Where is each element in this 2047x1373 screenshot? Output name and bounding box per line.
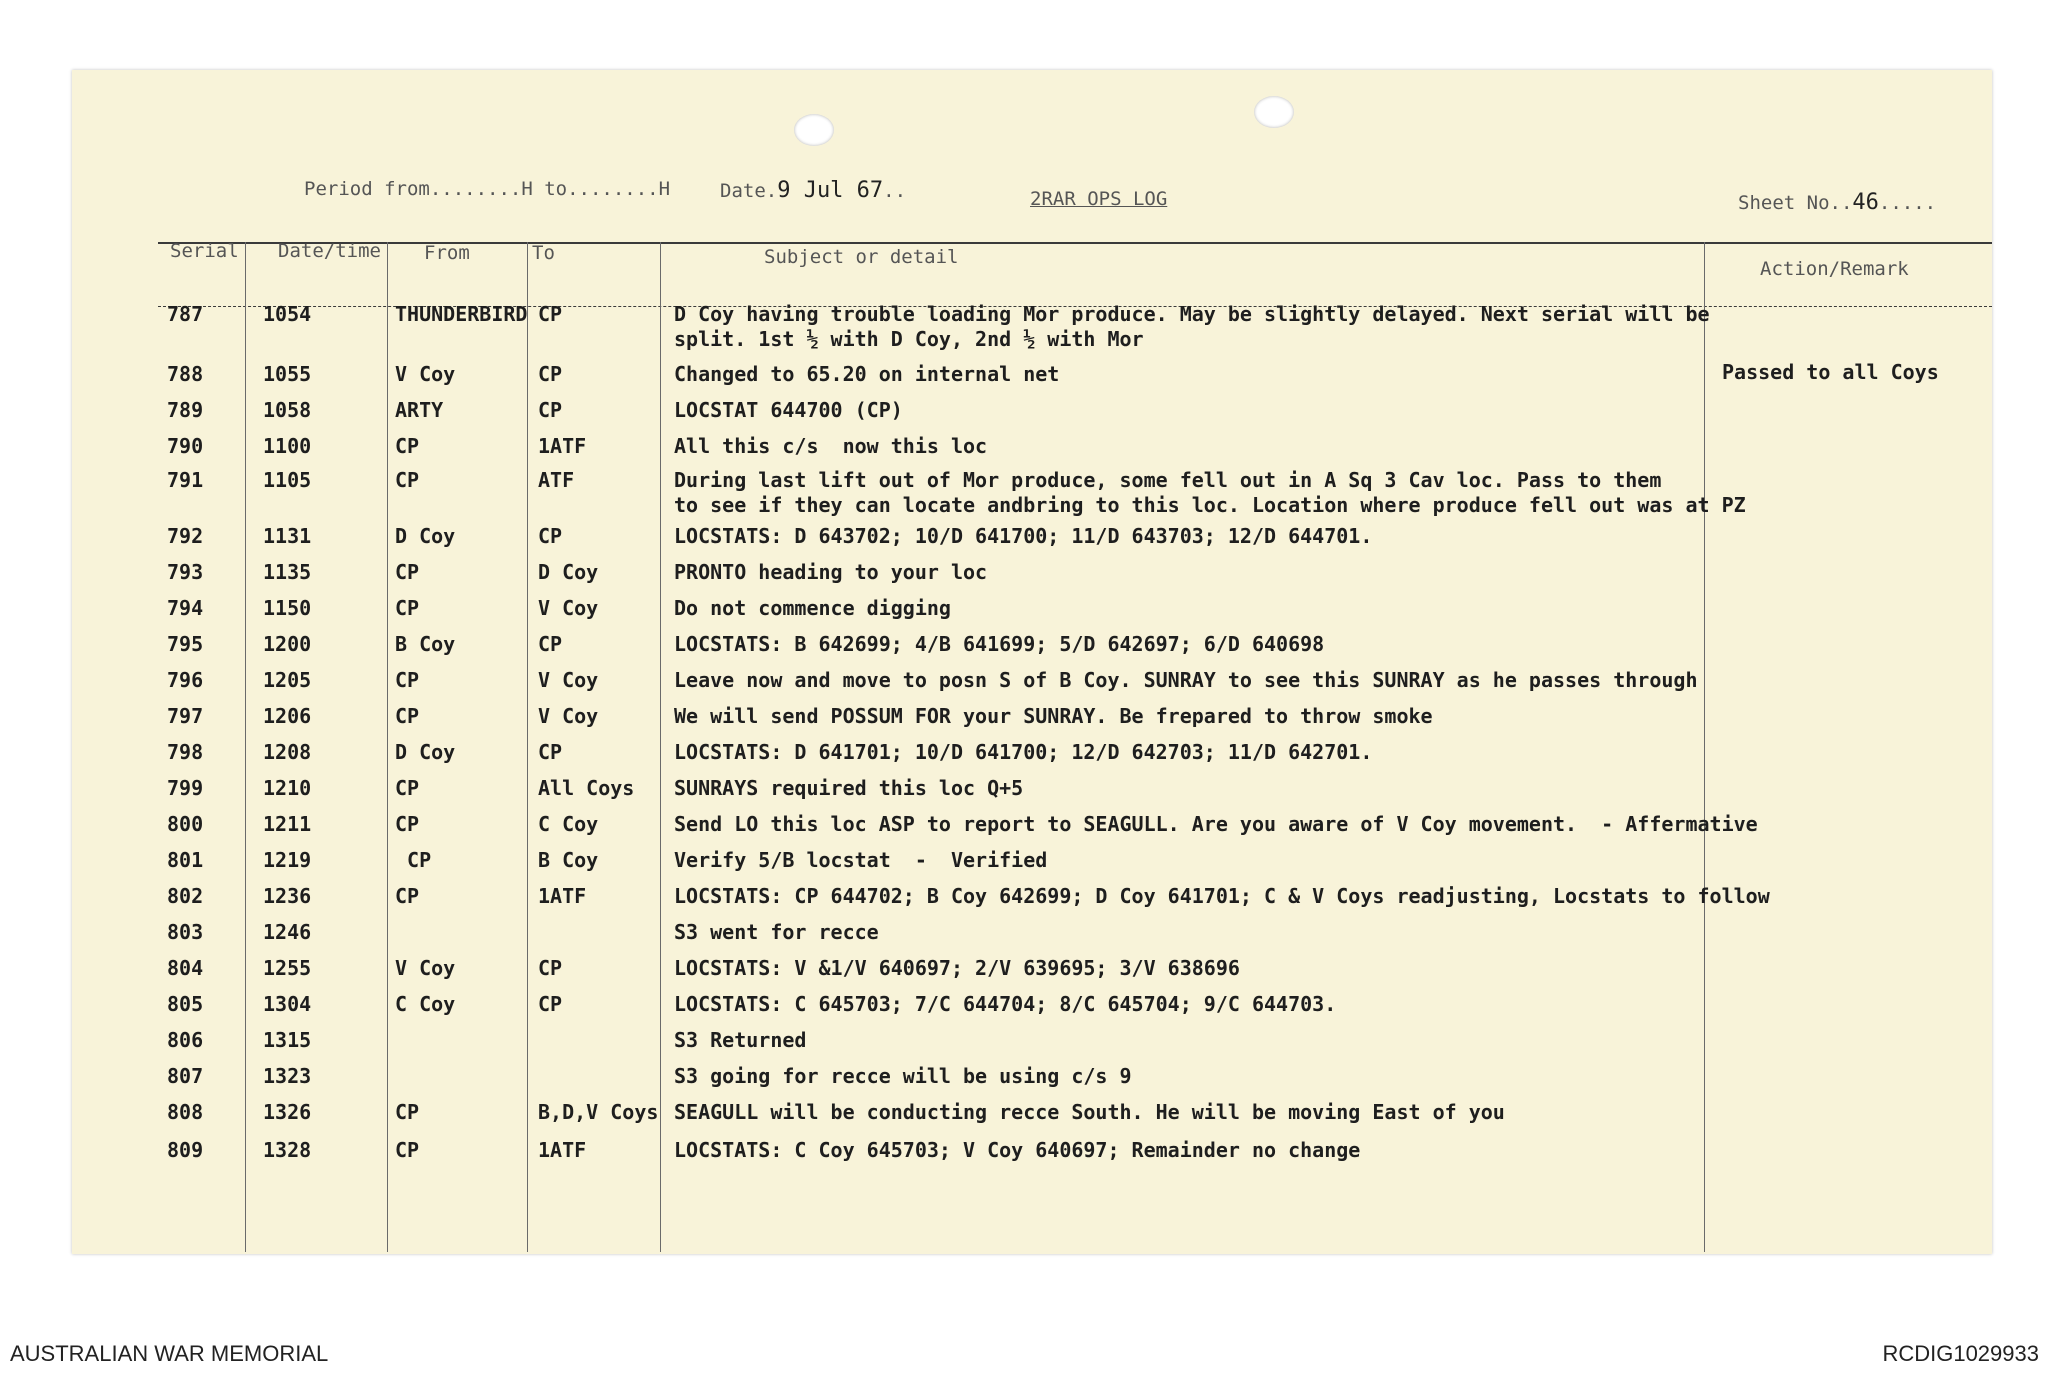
date-label: Date. xyxy=(720,180,778,202)
time-cell: 1200 xyxy=(263,632,312,656)
serial-cell: 788 xyxy=(167,362,204,386)
column-header-to: To xyxy=(532,242,555,264)
time-cell: 1255 xyxy=(263,956,312,980)
serial-cell: 805 xyxy=(167,992,204,1016)
time-cell: 1315 xyxy=(263,1028,312,1052)
time-cell: 1219 xyxy=(263,848,312,872)
punch-hole-left xyxy=(794,114,834,146)
subject-cell: Leave now and move to posn S of B Coy. SUNRAY to see this SUNRAY as he passes through xyxy=(674,668,1698,692)
subject-cell: LOCSTATS: C Coy 645703; V Coy 640697; Remainder no change xyxy=(674,1138,1361,1162)
column-header-datetime: Date/time xyxy=(278,240,381,262)
serial-cell: 795 xyxy=(167,632,204,656)
from-cell: CP xyxy=(395,704,420,728)
serial-cell: 797 xyxy=(167,704,204,728)
action-cell: Passed to all Coys xyxy=(1722,360,1939,384)
serial-cell: 804 xyxy=(167,956,204,980)
subject-cell: Changed to 65.20 on internal net xyxy=(674,362,1060,386)
time-cell: 1105 xyxy=(263,468,312,492)
from-cell: CP xyxy=(395,776,420,800)
to-cell: CP xyxy=(538,992,563,1016)
time-cell: 1246 xyxy=(263,920,312,944)
from-cell: CP xyxy=(395,812,420,836)
date-value: 9 Jul 67 xyxy=(777,178,884,203)
sheet-label: Sheet No.. xyxy=(1738,192,1853,214)
from-cell: CP xyxy=(395,884,420,908)
serial-cell: 807 xyxy=(167,1064,204,1088)
period-field: Period from........H to........H xyxy=(304,178,671,200)
column-rule xyxy=(387,242,388,1252)
date-field xyxy=(720,178,906,203)
subject-cell: LOCSTAT 644700 (CP) xyxy=(674,398,903,422)
time-cell: 1135 xyxy=(263,560,312,584)
serial-cell: 790 xyxy=(167,434,204,458)
from-cell: V Coy xyxy=(395,956,456,980)
time-cell: 1055 xyxy=(263,362,312,386)
time-cell: 1328 xyxy=(263,1138,312,1162)
serial-cell: 809 xyxy=(167,1138,204,1162)
to-cell: B Coy xyxy=(538,848,599,872)
column-rule xyxy=(245,242,246,1252)
subject-cell: D Coy having trouble loading Mor produce. May be slightly delayed. Next serial will be split. 1st ½ with D Coy, 2nd ½ with Mor xyxy=(674,302,1710,351)
subject-cell: LOCSTATS: D 643702; 10/D 641700; 11/D 643703; 12/D 644701. xyxy=(674,524,1373,548)
serial-cell: 802 xyxy=(167,884,204,908)
subject-cell: LOCSTATS: B 642699; 4/B 641699; 5/D 642697; 6/D 640698 xyxy=(674,632,1325,656)
time-cell: 1100 xyxy=(263,434,312,458)
to-cell: CP xyxy=(538,956,563,980)
from-cell: ARTY xyxy=(395,398,444,422)
subject-cell: Send LO this loc ASP to report to SEAGULL. Are you aware of V Coy movement. - Affermative xyxy=(674,812,1758,836)
column-header-serial: Serial xyxy=(170,240,239,262)
serial-cell: 803 xyxy=(167,920,204,944)
column-header-action: Action/Remark xyxy=(1760,258,1909,280)
punch-hole-right xyxy=(1254,96,1294,128)
subject-cell: LOCSTATS: C 645703; 7/C 644704; 8/C 645704; 9/C 644703. xyxy=(674,992,1337,1016)
column-rule xyxy=(660,242,661,1252)
time-cell: 1206 xyxy=(263,704,312,728)
archive-id: RCDIG1029933 xyxy=(1882,1341,2039,1366)
to-cell: CP xyxy=(538,398,563,422)
serial-cell: 789 xyxy=(167,398,204,422)
from-cell: CP xyxy=(395,596,420,620)
time-cell: 1326 xyxy=(263,1100,312,1124)
subject-cell: LOCSTATS: D 641701; 10/D 641700; 12/D 642703; 11/D 642701. xyxy=(674,740,1373,764)
subject-cell: Verify 5/B locstat - Verified xyxy=(674,848,1048,872)
serial-cell: 796 xyxy=(167,668,204,692)
time-cell: 1210 xyxy=(263,776,312,800)
to-cell: CP xyxy=(538,362,563,386)
from-cell: CP xyxy=(395,848,432,872)
subject-cell: SEAGULL will be conducting recce South. He will be moving East of you xyxy=(674,1100,1505,1124)
serial-cell: 808 xyxy=(167,1100,204,1124)
to-cell: V Coy xyxy=(538,668,599,692)
log-title: 2RAR OPS LOG xyxy=(1030,188,1168,210)
sheet-number xyxy=(1738,190,1936,215)
serial-cell: 791 xyxy=(167,468,204,492)
subject-cell: All this c/s now this loc xyxy=(674,434,988,458)
serial-cell: 793 xyxy=(167,560,204,584)
to-cell: CP xyxy=(538,740,563,764)
to-cell: CP xyxy=(538,524,563,548)
time-cell: 1131 xyxy=(263,524,312,548)
subject-cell: S3 Returned xyxy=(674,1028,807,1052)
subject-cell: We will send POSSUM FOR your SUNRAY. Be frepared to throw smoke xyxy=(674,704,1433,728)
to-cell: 1ATF xyxy=(538,884,587,908)
from-cell: CP xyxy=(395,668,420,692)
to-cell: V Coy xyxy=(538,704,599,728)
from-cell: CP xyxy=(395,434,420,458)
to-cell: D Coy xyxy=(538,560,599,584)
from-cell: CP xyxy=(395,468,420,492)
serial-cell: 792 xyxy=(167,524,204,548)
serial-cell: 799 xyxy=(167,776,204,800)
subject-cell: SUNRAYS required this loc Q+5 xyxy=(674,776,1024,800)
serial-cell: 794 xyxy=(167,596,204,620)
to-cell: ATF xyxy=(538,468,575,492)
sheet-value: 46 xyxy=(1852,190,1879,215)
to-cell: 1ATF xyxy=(538,434,587,458)
time-cell: 1205 xyxy=(263,668,312,692)
to-cell: All Coys xyxy=(538,776,635,800)
to-cell: B,D,V Coys xyxy=(538,1100,659,1124)
from-cell: THUNDERBIRD xyxy=(395,302,528,326)
serial-cell: 801 xyxy=(167,848,204,872)
date-trail: .. xyxy=(883,180,907,202)
time-cell: 1150 xyxy=(263,596,312,620)
column-rule xyxy=(527,242,528,1252)
time-cell: 1054 xyxy=(263,302,312,326)
to-cell: C Coy xyxy=(538,812,599,836)
to-cell: CP xyxy=(538,302,563,326)
from-cell: V Coy xyxy=(395,362,456,386)
sheet-trail: ..... xyxy=(1878,192,1937,214)
from-cell: B Coy xyxy=(395,632,456,656)
to-cell: V Coy xyxy=(538,596,599,620)
column-header-subject: Subject or detail xyxy=(764,246,959,268)
serial-cell: 798 xyxy=(167,740,204,764)
serial-cell: 800 xyxy=(167,812,204,836)
serial-cell: 787 xyxy=(167,302,204,326)
subject-cell: S3 went for recce xyxy=(674,920,879,944)
time-cell: 1304 xyxy=(263,992,312,1016)
from-cell: CP xyxy=(395,1100,420,1124)
subject-cell: LOCSTATS: CP 644702; B Coy 642699; D Coy 641701; C & V Coys readjusting, Locstats to follow xyxy=(674,884,1770,908)
from-cell: CP xyxy=(395,560,420,584)
time-cell: 1208 xyxy=(263,740,312,764)
time-cell: 1236 xyxy=(263,884,312,908)
from-cell: D Coy xyxy=(395,740,456,764)
from-cell: CP xyxy=(395,1138,420,1162)
to-cell: 1ATF xyxy=(538,1138,587,1162)
column-rule xyxy=(1704,242,1705,1252)
subject-cell: LOCSTATS: V &1/V 640697; 2/V 639695; 3/V 638696 xyxy=(674,956,1240,980)
serial-cell: 806 xyxy=(167,1028,204,1052)
column-header-from: From xyxy=(424,242,470,264)
time-cell: 1058 xyxy=(263,398,312,422)
to-cell: CP xyxy=(538,632,563,656)
archive-credit: AUSTRALIAN WAR MEMORIAL xyxy=(10,1341,329,1366)
log-sheet xyxy=(72,70,1992,1254)
from-cell: C Coy xyxy=(395,992,456,1016)
time-cell: 1211 xyxy=(263,812,312,836)
subject-cell: Do not commence digging xyxy=(674,596,951,620)
subject-cell: S3 going for recce will be using c/s 9 xyxy=(674,1064,1132,1088)
time-cell: 1323 xyxy=(263,1064,312,1088)
from-cell: D Coy xyxy=(395,524,456,548)
subject-cell: PRONTO heading to your loc xyxy=(674,560,988,584)
subject-cell: During last lift out of Mor produce, some fell out in A Sq 3 Cav loc. Pass to them to see if they can locate andbring to this loc. Location where produce fell out was at PZ xyxy=(674,468,1746,517)
